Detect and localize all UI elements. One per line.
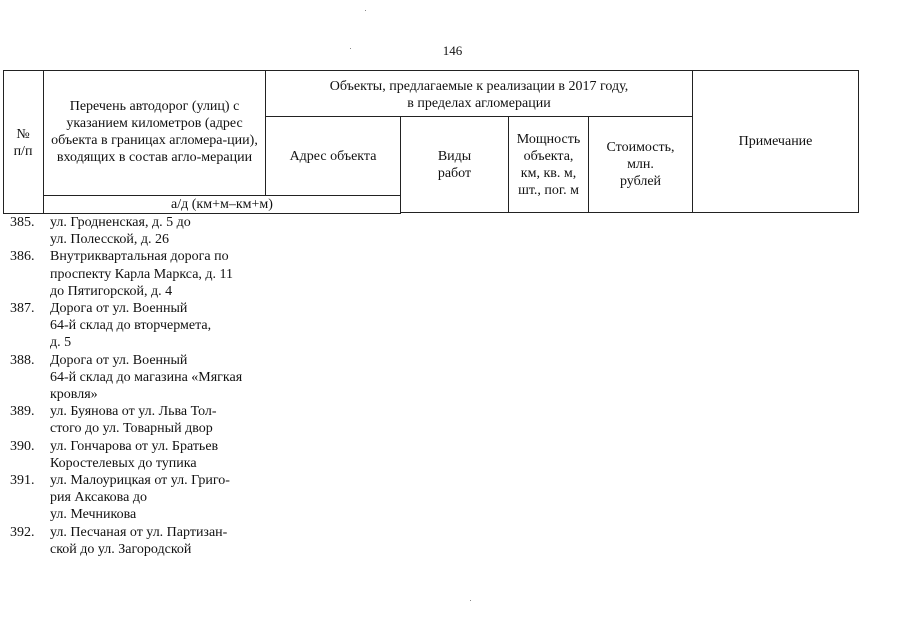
- row-number: 387.: [10, 301, 35, 317]
- scan-speck: [470, 600, 471, 601]
- header-capacity-col: Мощность объекта, км, кв. м, шт., пог. м: [516, 131, 581, 198]
- row-number: 388.: [10, 352, 35, 368]
- list-item: [10, 403, 280, 437]
- header-objects-group: Объекты, предлагаемые к реализации в 2017 году, в пределах агломерации: [329, 78, 629, 111]
- scan-speck: [350, 48, 351, 49]
- list-item: [10, 352, 280, 404]
- header-roads-subheader: а/д (км+м–км+м): [171, 197, 273, 212]
- row-text: Внутриквартальная дорога по проспекту Карла Маркса, д. 11 до Пятигорской, д. 4: [50, 249, 234, 299]
- list-item: [10, 472, 280, 524]
- header-address-col: Адрес объекта: [289, 148, 377, 164]
- row-text: ул. Малоурицкая от ул. Григо- рия Аксакова до ул. Мечникова: [50, 473, 230, 523]
- row-text: ул. Песчаная от ул. Партизан- ской до ул. Загородской: [50, 524, 228, 557]
- header-roads-col: Перечень автодорог (улиц) с указанием километров (адрес объекта в границах агломера-ции), входящих в состав агло-мерации: [51, 99, 258, 165]
- row-text: Дорога от ул. Военный 64-й склад до вторчермета, д. 5: [50, 301, 212, 351]
- list-item: [10, 300, 280, 352]
- row-text: ул. Гродненская, д. 5 до ул. Полесской, д. 26: [50, 215, 191, 248]
- page-number: 146: [442, 43, 463, 58]
- header-num-col: № п/п: [13, 127, 33, 159]
- header-work-col: Виды работ: [437, 148, 472, 181]
- row-text: Дорога от ул. Военный 64-й склад до магазина «Мягкая кровля»: [50, 352, 243, 403]
- row-number: 392.: [10, 524, 35, 540]
- scan-speck: [365, 10, 366, 11]
- list-item: [10, 438, 280, 472]
- list-item: [10, 214, 280, 248]
- road-list: [10, 214, 280, 558]
- header-bottom-right-border: [400, 212, 859, 213]
- row-text: ул. Гончарова от ул. Братьев Коростелевых до тупика: [50, 438, 219, 471]
- header-note-col: Примечание: [738, 134, 813, 149]
- header-cost-col: Стоимость, млн. рублей: [606, 140, 675, 189]
- row-number: 386.: [10, 249, 35, 265]
- list-item: [10, 524, 280, 558]
- row-number: 389.: [10, 404, 35, 420]
- row-number: 390.: [10, 438, 35, 454]
- row-number: 385.: [10, 215, 35, 230]
- list-item: [10, 248, 280, 300]
- row-number: 391.: [10, 473, 35, 489]
- col-border-right: [858, 70, 859, 213]
- row-text: ул. Буянова от ул. Льва Тол- стого до ул. Товарный двор: [50, 404, 217, 437]
